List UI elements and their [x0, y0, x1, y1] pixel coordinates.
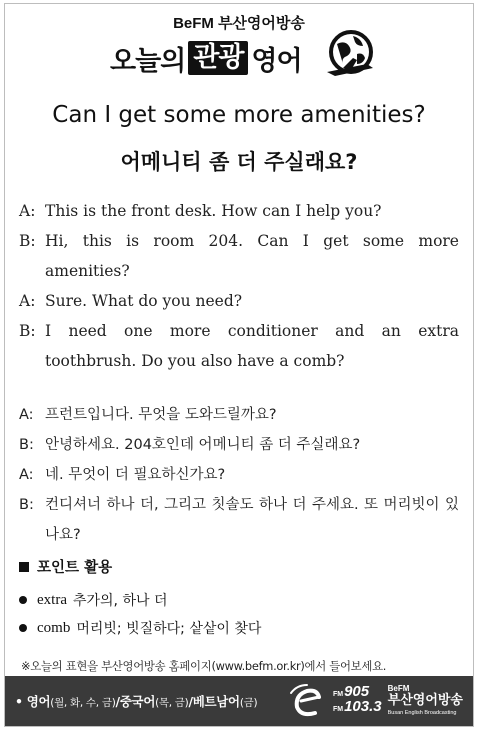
dialogue-line: [19, 430, 459, 460]
footer-bar: [5, 676, 473, 726]
bullet-icon: [19, 596, 27, 604]
dialogue-text: 안녕하세요. 204호인데 어메니티 좀 더 주실래요?: [45, 437, 361, 453]
dialogue-text: 프런트입니다. 무엇을 도와드릴까요?: [45, 407, 277, 423]
headline-english: Can I get some more amenities?: [52, 102, 426, 128]
dialogue-line: [19, 286, 459, 316]
speaker-label: B:: [19, 232, 36, 250]
lang-vietnamese: /베트남어: [188, 694, 240, 709]
dialogue-text: 컨디셔너 하나 더, 그리고 칫솔도 하나 더 주세요. 또 머리빗이 있나요?: [45, 497, 459, 543]
dialogue-line: [19, 226, 459, 286]
broadcast-schedule: [15, 692, 257, 710]
point-meaning: 추가의, 하나 더: [72, 593, 168, 609]
square-bullet-icon: [19, 562, 29, 572]
point-meaning: 머리빗; 빗질하다; 샅샅이 찾다: [76, 621, 262, 637]
dialogue-english: [19, 196, 459, 376]
show-title: [110, 38, 302, 78]
brand-ko: 부산영어방송: [217, 14, 305, 32]
title-right: 영어: [251, 45, 302, 77]
dialogue-line: [19, 490, 459, 550]
title-boxed: 관광: [188, 41, 248, 75]
speaker-label: B:: [19, 322, 36, 340]
bullet-icon: [19, 624, 27, 632]
speaker-label: A:: [19, 407, 34, 423]
dialogue-line: [19, 196, 459, 226]
frequency-905: FM905: [332, 683, 370, 700]
dialogue-text: Hi, this is room 204. Can I get some more amenities?: [45, 232, 459, 280]
column-card: [4, 3, 474, 727]
station-en: BeFM: [387, 684, 410, 693]
speaker-label: A:: [19, 467, 34, 483]
point-word: comb: [37, 619, 71, 636]
points-heading-text: 포인트 활용: [37, 560, 113, 576]
point-item: [19, 586, 261, 614]
station-name: [388, 683, 463, 719]
points-list: [19, 586, 261, 642]
speaker-label: A:: [19, 292, 36, 310]
dialogue-korean: [19, 400, 459, 550]
lang-vietnamese-days: (금): [239, 697, 258, 709]
dialogue-line: [19, 400, 459, 430]
lang-english-days: (월, 화, 수, 금): [50, 697, 116, 709]
dialogue-text: This is the front desk. How can I help you?: [45, 202, 382, 220]
speaker-label: B:: [19, 497, 34, 513]
title-left: 오늘의: [110, 45, 186, 77]
dialogue-text: I need one more conditioner and an extra toothbrush. Do you also have a comb?: [45, 322, 459, 370]
lang-chinese-days: (목, 금): [155, 697, 189, 709]
dialogue-line: [19, 316, 459, 376]
lang-english: • 영어: [15, 694, 51, 709]
speaker-label: B:: [19, 437, 34, 453]
e-swirl-logo-icon: [289, 683, 331, 719]
points-heading: [19, 556, 112, 577]
station-logo: [289, 682, 463, 720]
point-word: extra: [37, 591, 67, 608]
station-ko: 부산영어방송: [387, 693, 463, 708]
masthead: [5, 4, 473, 92]
frequencies: [332, 683, 382, 716]
frequency-1033: FM103.3: [332, 698, 382, 715]
headline-korean: 어메니티 좀 더 주실래요?: [120, 150, 358, 174]
dialogue-line: [19, 460, 459, 490]
dialogue-text: 네. 무엇이 더 필요하신가요?: [45, 467, 226, 483]
speaker-label: A:: [19, 202, 36, 220]
station-sub: Busan English Broadcasting: [387, 710, 457, 716]
globe-plane-icon: [323, 28, 379, 80]
dialogue-text: Sure. What do you need?: [45, 292, 243, 310]
brand-line: [5, 12, 473, 33]
website-note: ※오늘의 표현을 부산영어방송 홈페이지(www.befm.or.kr)에서 들어보세요.: [21, 659, 387, 673]
lang-chinese: /중국어: [115, 694, 156, 709]
point-item: [19, 614, 261, 642]
brand-en: BeFM: [173, 15, 214, 32]
